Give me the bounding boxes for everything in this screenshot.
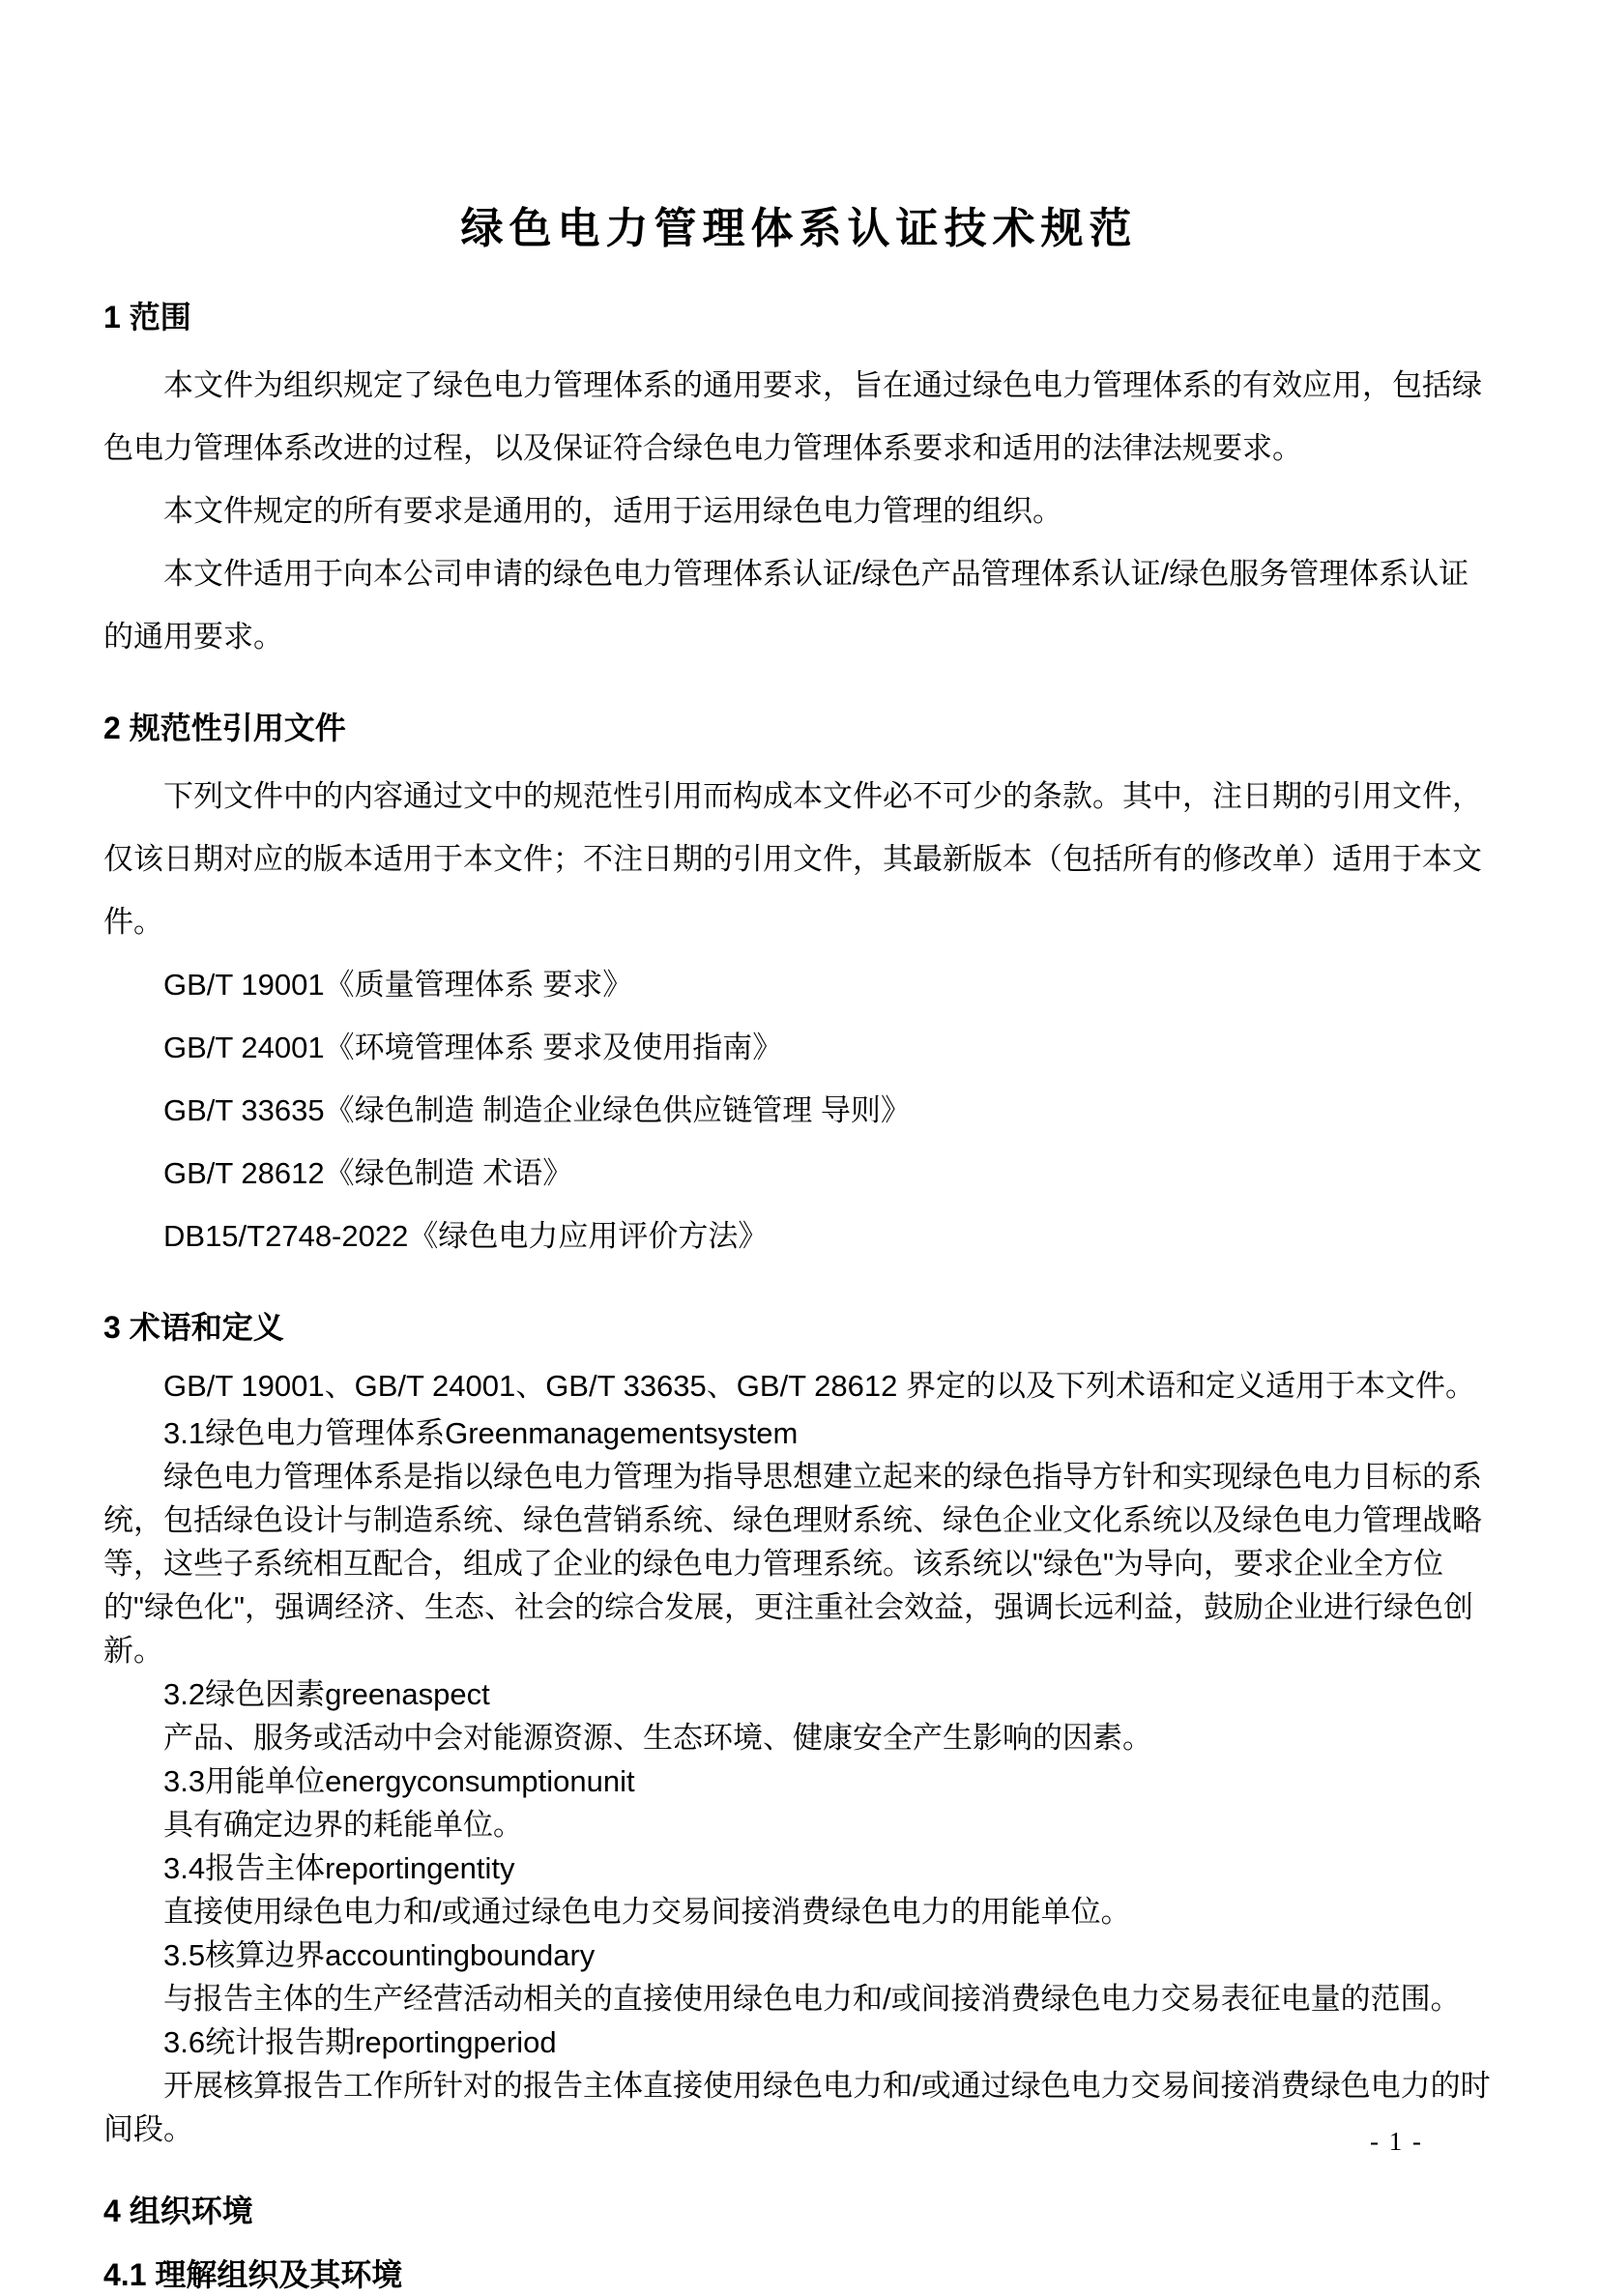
references-intro: 下列文件中的内容通过文中的规范性引用而构成本文件必不可少的条款。其中，注日期的引用文件，仅该日期对应的版本适用于本文件；不注日期的引用文件，其最新版本（包括所有的修改单）适用于本文件。 [103,779,1482,939]
section-heading-references: 2 规范性引用文件 [103,711,346,745]
term-title: 3.2绿色因素greenaspect [163,1677,490,1711]
term-title: 3.4报告主体reportingentity [163,1851,515,1885]
term-title: 3.1绿色电力管理体系Greenmanagementsystem [163,1416,799,1450]
page-number: - 1 - [1370,2127,1423,2156]
reference-item: GB/T 19001《质量管理体系 要求》 [163,968,633,1002]
term-definition: 产品、服务或活动中会对能源资源、生态环境、健康安全产生影响的因素。 [163,1721,1152,1755]
term-title: 3.6统计报告期reportingperiod [163,2025,557,2059]
reference-item: GB/T 24001《环境管理体系 要求及使用指南》 [163,1031,783,1064]
scope-paragraph: 本文件适用于向本公司申请的绿色电力管理体系认证/绿色产品管理体系认证/绿色服务管理体系认证的通用要求。 [103,557,1469,654]
reference-item: GB/T 33635《绿色制造 制造企业绿色供应链管理 导则》 [163,1093,911,1127]
term-title: 3.5核算边界accountingboundary [163,1938,596,1972]
term-definition: 直接使用绿色电力和/或通过绿色电力交易间接消费绿色电力的用能单位。 [163,1895,1131,1929]
term-definition: 与报告主体的生产经营活动相关的直接使用绿色电力和/或间接消费绿色电力交易表征电量的范围。 [163,1982,1461,2016]
scope-paragraph: 本文件为组织规定了绿色电力管理体系的通用要求，旨在通过绿色电力管理体系的有效应用，包括绿色电力管理体系改进的过程，以及保证符合绿色电力管理体系要求和适用的法律法规要求。 [103,368,1482,465]
terms-intro: GB/T 19001、GB/T 24001、GB/T 33635、GB/T 28612 界定的以及下列术语和定义适用于本文件。 [163,1369,1475,1403]
section-heading-scope: 1 范围 [103,300,191,334]
page-title: 绿色电力管理体系认证技术规范 [460,205,1138,252]
term-title: 3.3用能单位energyconsumptionunit [163,1764,635,1798]
section-heading-terms: 3 术语和定义 [103,1310,284,1345]
reference-item: DB15/T2748-2022《绿色电力应用评价方法》 [163,1219,769,1253]
term-definition: 具有确定边界的耗能单位。 [163,1808,523,1842]
term-definition: 开展核算报告工作所针对的报告主体直接使用绿色电力和/或通过绿色电力交易间接消费绿色电力的时间段。 [103,2069,1491,2146]
term-definition: 绿色电力管理体系是指以绿色电力管理为指导思想建立起来的绿色指导方针和实现绿色电力目标的系统，包括绿色设计与制造系统、绿色营销系统、绿色理财系统、绿色企业文化系统以及绿色电力管理战略等，这些子系统相互配合，组成了企业的绿色电力管理系统。该系统以"绿色"为导向，要求企业全方位的"绿色化"，强调经济、生态、社会的综合发展，更注重社会效益，强调长远利益，鼓励企业进行绿色创新。 [103,1460,1482,1668]
reference-item: GB/T 28612《绿色制造 术语》 [163,1156,573,1190]
section-heading-context: 4 组织环境 [103,2194,253,2228]
scope-paragraph: 本文件规定的所有要求是通用的，适用于运用绿色电力管理的组织。 [163,494,1062,528]
terms-section [103,1364,1495,2151]
subsection-heading-context: 4.1 理解组织及其环境 [103,2257,403,2292]
